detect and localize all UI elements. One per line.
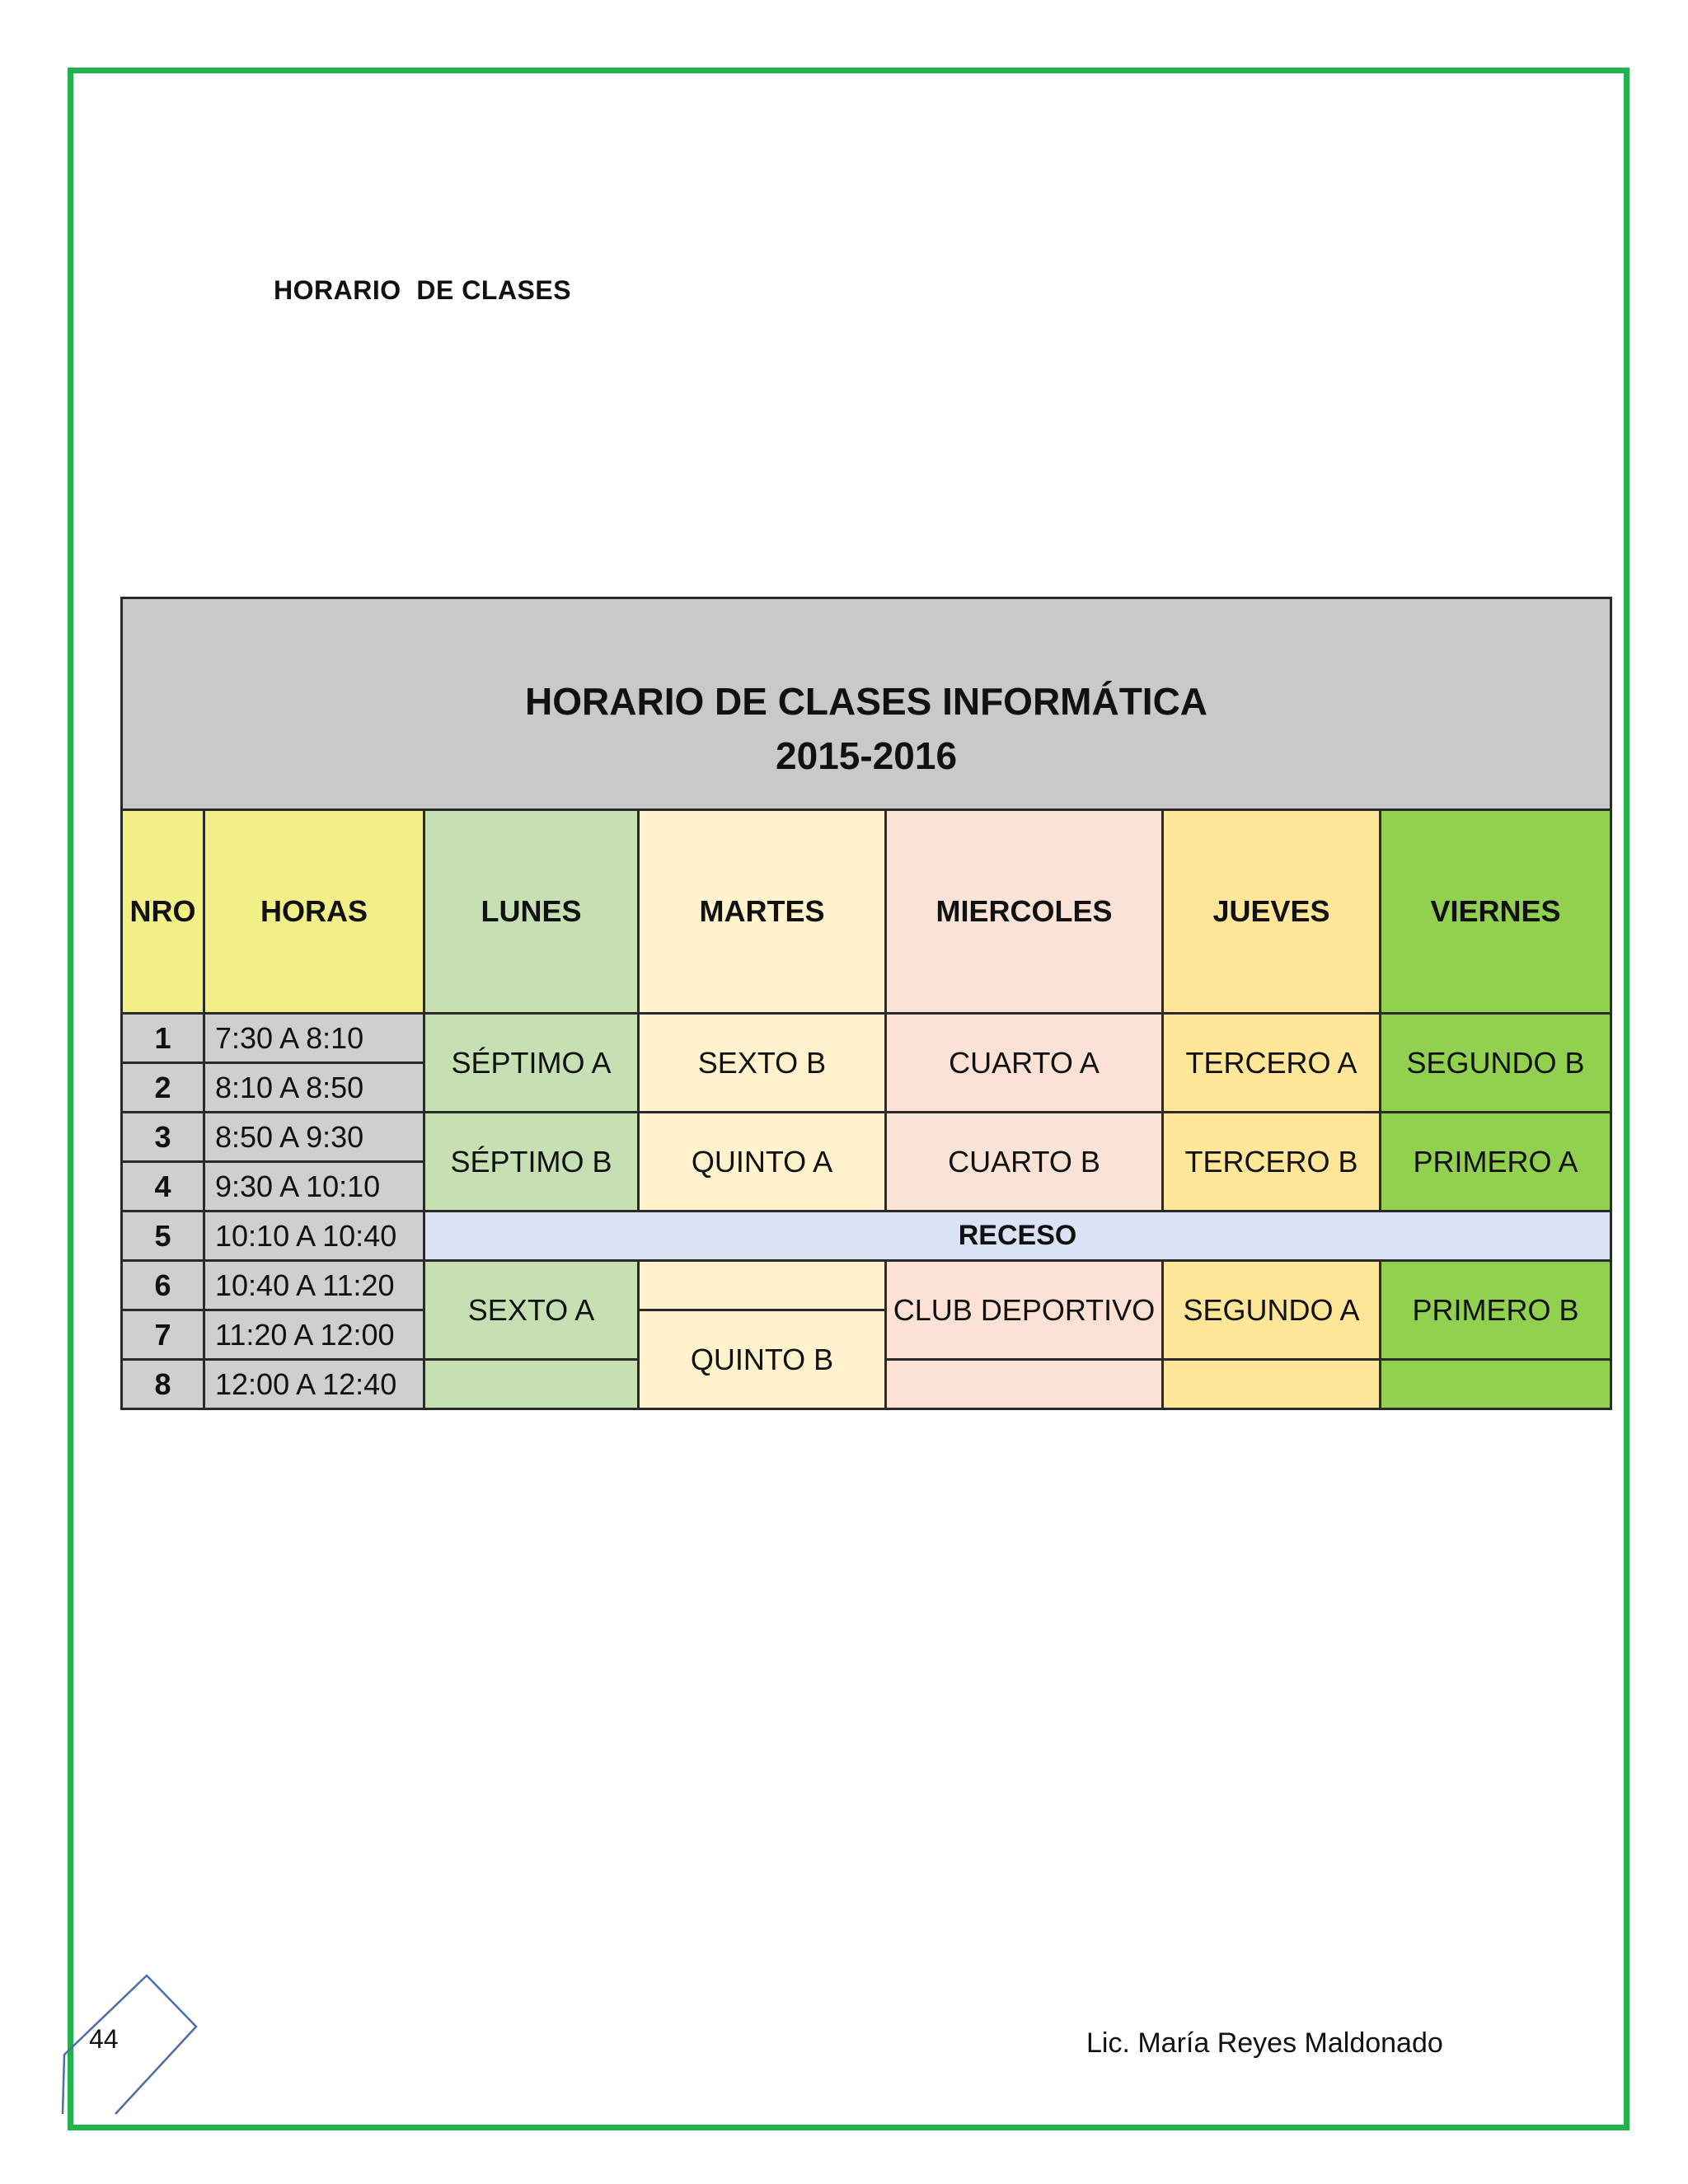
schedule-table — [120, 597, 1612, 1410]
row-time: 9:30 A 10:10 — [204, 1162, 424, 1212]
class-cell: SEGUNDO B — [1381, 1014, 1611, 1113]
header-jueves: JUEVES — [1163, 810, 1381, 1014]
class-cell: QUINTO B — [639, 1310, 886, 1409]
row-time: 11:20 A 12:00 — [204, 1310, 424, 1360]
empty-cell — [639, 1261, 886, 1310]
row-number: 3 — [122, 1113, 204, 1162]
class-cell: CLUB DEPORTIVO — [886, 1261, 1163, 1360]
class-cell: SEXTO B — [639, 1014, 886, 1113]
empty-cell — [424, 1360, 639, 1409]
header-horas: HORAS — [204, 810, 424, 1014]
page-corner-diamond-icon — [58, 1957, 206, 2122]
header-miercoles: MIERCOLES — [886, 810, 1163, 1014]
header-lunes: LUNES — [424, 810, 639, 1014]
class-cell: PRIMERO A — [1381, 1113, 1611, 1212]
row-time: 7:30 A 8:10 — [204, 1014, 424, 1063]
class-cell: SEXTO A — [424, 1261, 639, 1360]
page-number: 44 — [89, 2024, 119, 2054]
row-time: 8:10 A 8:50 — [204, 1063, 424, 1113]
row-number: 4 — [122, 1162, 204, 1212]
receso-cell: RECESO — [424, 1212, 1611, 1261]
empty-cell — [1163, 1360, 1381, 1409]
row-time: 8:50 A 9:30 — [204, 1113, 424, 1162]
row-time: 10:40 A 11:20 — [204, 1261, 424, 1310]
row-number: 5 — [122, 1212, 204, 1261]
row-time: 10:10 A 10:40 — [204, 1212, 424, 1261]
class-cell: TERCERO B — [1163, 1113, 1381, 1212]
class-cell: TERCERO A — [1163, 1014, 1381, 1113]
row-number: 1 — [122, 1014, 204, 1063]
header-nro: NRO — [122, 810, 204, 1014]
row-number: 2 — [122, 1063, 204, 1113]
class-cell: QUINTO A — [639, 1113, 886, 1212]
class-cell: PRIMERO B — [1381, 1261, 1611, 1360]
header-martes: MARTES — [639, 810, 886, 1014]
table-period: 2015-2016 — [776, 734, 958, 777]
row-time: 12:00 A 12:40 — [204, 1360, 424, 1409]
footer-author: Lic. María Reyes Maldonado — [1086, 2027, 1443, 2059]
class-cell: SÉPTIMO B — [424, 1113, 639, 1212]
class-cell: CUARTO A — [886, 1014, 1163, 1113]
table-title — [122, 598, 1611, 810]
document-heading: HORARIO DE CLASES — [274, 275, 572, 305]
class-cell: SÉPTIMO A — [424, 1014, 639, 1113]
class-cell: SEGUNDO A — [1163, 1261, 1381, 1360]
table-title-text: HORARIO DE CLASES INFORMÁTICA — [525, 680, 1208, 723]
class-cell: CUARTO B — [886, 1113, 1163, 1212]
row-number: 6 — [122, 1261, 204, 1310]
row-number: 8 — [122, 1360, 204, 1409]
row-number: 7 — [122, 1310, 204, 1360]
header-viernes: VIERNES — [1381, 810, 1611, 1014]
empty-cell — [1381, 1360, 1611, 1409]
empty-cell — [886, 1360, 1163, 1409]
